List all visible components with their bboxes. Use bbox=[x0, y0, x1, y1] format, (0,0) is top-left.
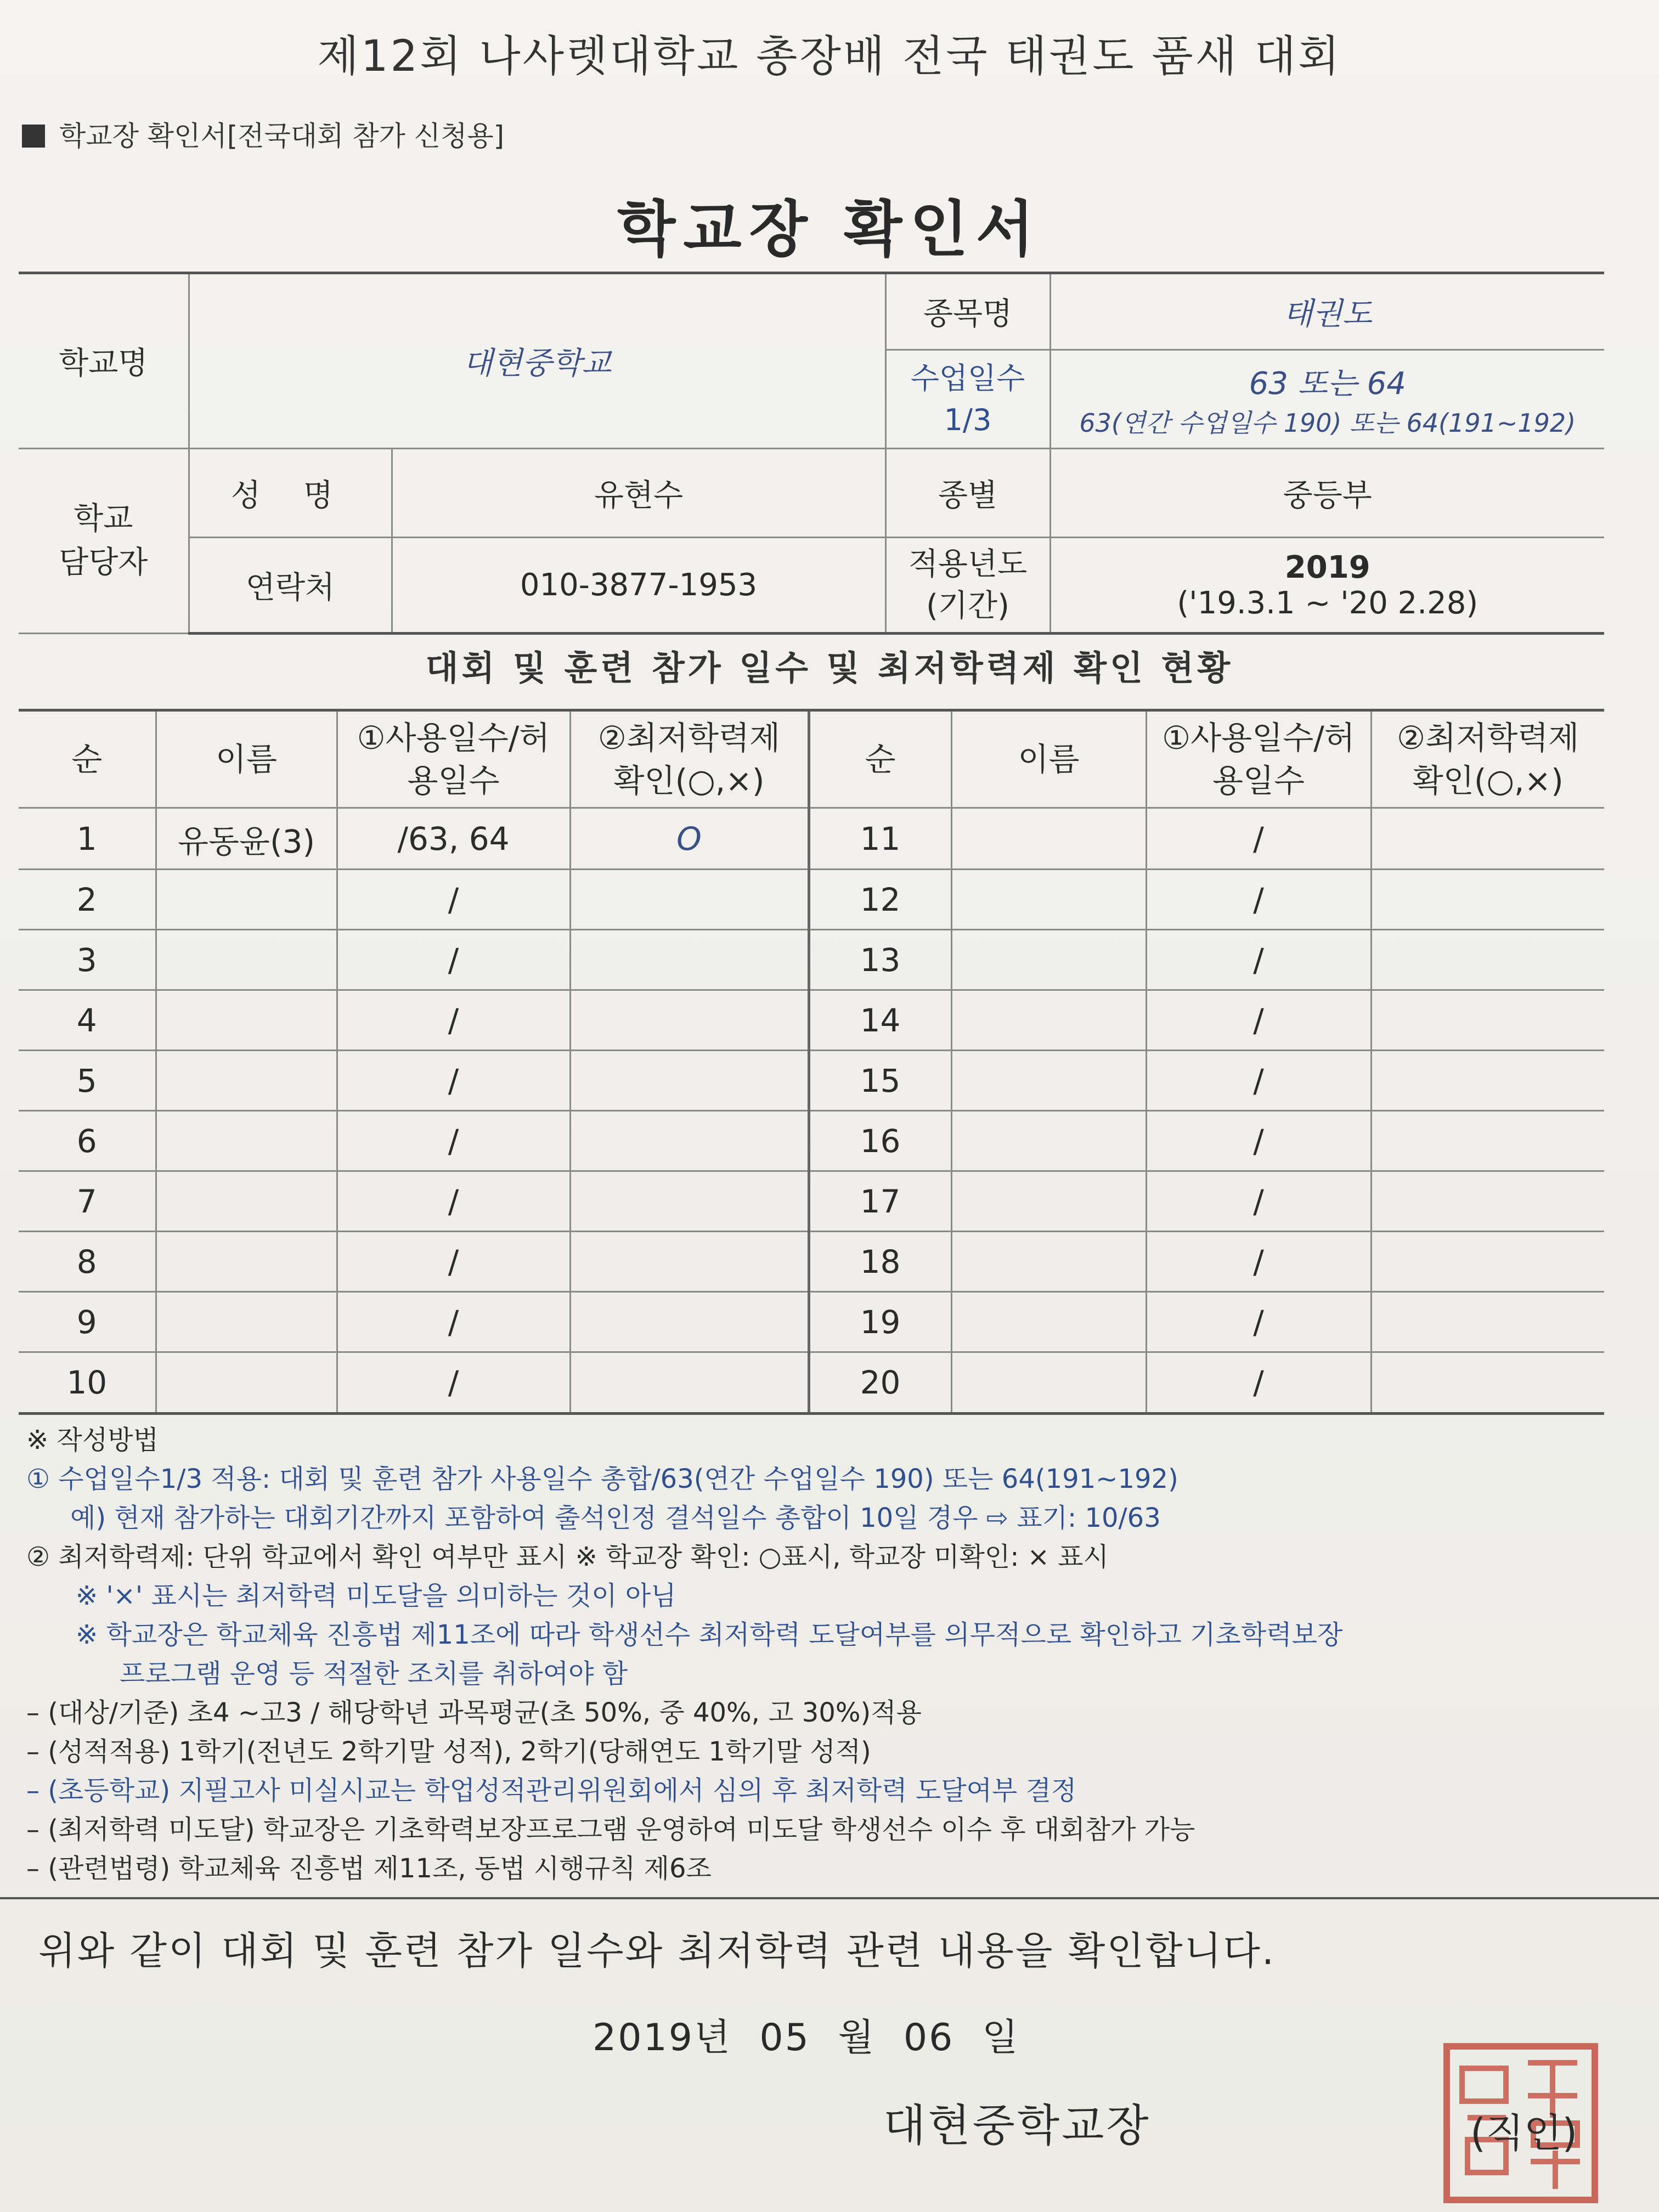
cell-no-right: 18 bbox=[809, 1232, 951, 1292]
cell-no-right: 20 bbox=[809, 1352, 951, 1414]
cell-check-left bbox=[570, 1111, 809, 1171]
cell-check-right bbox=[1371, 1111, 1604, 1171]
name-value: 유현수 bbox=[392, 449, 885, 538]
detail-3: – (초등학교) 지필고사 미실시교는 학업성적관리위원회에서 심의 후 최저학력 도달여부 결정 bbox=[26, 1775, 1077, 1806]
cell-days-right: / bbox=[1146, 1111, 1371, 1171]
school-info-table bbox=[19, 272, 1604, 635]
cell-check-left bbox=[570, 1051, 809, 1111]
cell-name-right bbox=[951, 930, 1146, 990]
cell-no-left: 9 bbox=[19, 1292, 156, 1352]
cell-check-right bbox=[1371, 1292, 1604, 1352]
cell-check-left bbox=[570, 990, 809, 1051]
event-title: 제12회 나사렛대학교 총장배 전국 태권도 품새 대회 bbox=[317, 32, 1342, 81]
year-value: 2019 bbox=[1284, 549, 1370, 585]
cell-check-right bbox=[1371, 1232, 1604, 1292]
cell-days-left: / bbox=[337, 930, 570, 990]
cell-no-left: 8 bbox=[19, 1232, 156, 1292]
category-label: 종별 bbox=[885, 449, 1050, 538]
table-row bbox=[19, 1111, 1604, 1171]
form-subtitle bbox=[22, 114, 504, 154]
detail-5: – (관련법령) 학교체육 진흥법 제11조, 동법 시행규칙 제6조 bbox=[26, 1853, 712, 1884]
date-month-unit: 월 bbox=[838, 2016, 876, 2059]
cell-check-right bbox=[1371, 1352, 1604, 1414]
cell-days-right: / bbox=[1146, 1171, 1371, 1232]
cell-check-right bbox=[1371, 808, 1604, 870]
header-no-right: 순 bbox=[809, 710, 951, 808]
cell-days-right: / bbox=[1146, 1292, 1371, 1352]
cell-no-left: 5 bbox=[19, 1051, 156, 1111]
days-cell bbox=[1050, 350, 1604, 449]
header-days-right: ①사용일수/허용일수 bbox=[1146, 710, 1371, 808]
date-day: 06 bbox=[903, 2016, 955, 2059]
cell-check-right bbox=[1371, 870, 1604, 930]
note-2-b: ※ 학교장은 학교체육 진흥법 제11조에 따라 학생선수 최저학력 도달여부를 의무적으로 확인하고 기초학력보장 bbox=[76, 1620, 1343, 1650]
header-check-right: ②최저학력제 확인(○,×) bbox=[1371, 710, 1604, 808]
header-name-right: 이름 bbox=[951, 710, 1146, 808]
section-title: 대회 및 훈련 참가 일수 및 최저학력제 확인 현황 bbox=[425, 648, 1234, 688]
cell-days-right: / bbox=[1146, 1352, 1371, 1414]
cell-name-left: 유동윤(3) bbox=[156, 808, 337, 870]
cell-no-left: 4 bbox=[19, 990, 156, 1051]
table-row bbox=[19, 1292, 1604, 1352]
cell-days-right: / bbox=[1146, 990, 1371, 1051]
date-month: 05 bbox=[759, 2016, 810, 2059]
table-row bbox=[19, 930, 1604, 990]
cell-days-right: / bbox=[1146, 1051, 1371, 1111]
cell-no-left: 1 bbox=[19, 808, 156, 870]
cell-no-right: 15 bbox=[809, 1051, 951, 1111]
cell-no-right: 12 bbox=[809, 870, 951, 930]
table-row bbox=[19, 990, 1604, 1051]
school-label: 학교명 bbox=[19, 273, 189, 449]
detail-1: – (대상/기준) 초4 ~고3 / 해당학년 과목평균(초 50%, 중 40%, 고 30%)적용 bbox=[26, 1697, 922, 1728]
header-check-left: ②최저학력제 확인(○,×) bbox=[570, 710, 809, 808]
cell-no-left: 2 bbox=[19, 870, 156, 930]
phone-label: 연락처 bbox=[189, 538, 392, 634]
school-value: 대현중학교 bbox=[189, 273, 885, 449]
cell-no-right: 16 bbox=[809, 1111, 951, 1171]
sport-label: 종목명 bbox=[885, 273, 1050, 350]
days-note: 63(연간 수업일수 190) 또는 64(191~192) bbox=[1079, 408, 1576, 438]
table-row bbox=[19, 1171, 1604, 1232]
cell-check-right bbox=[1371, 1051, 1604, 1111]
confirmation-statement: 위와 같이 대회 및 훈련 참가 일수와 최저학력 관련 내용을 확인합니다. bbox=[38, 1928, 1276, 1973]
cell-name-left bbox=[156, 1352, 337, 1414]
cell-name-right bbox=[951, 808, 1146, 870]
cell-days-left: / bbox=[337, 1051, 570, 1111]
note-2-b-cont: 프로그램 운영 등 적절한 조치를 취하여야 함 bbox=[120, 1658, 628, 1689]
cell-name-left bbox=[156, 1171, 337, 1232]
cell-days-right: / bbox=[1146, 1232, 1371, 1292]
cell-no-right: 19 bbox=[809, 1292, 951, 1352]
cell-no-left: 7 bbox=[19, 1171, 156, 1232]
note-1: ① 수업일수1/3 적용: 대회 및 훈련 참가 사용일수 총합/63(연간 수업일수 190) 또는 64(191~192) bbox=[26, 1464, 1178, 1494]
cell-name-right bbox=[951, 990, 1146, 1051]
cell-name-left bbox=[156, 1111, 337, 1171]
note-2-a: ※ '×' 표시는 최저학력 미도달을 의미하는 것이 아님 bbox=[76, 1581, 676, 1611]
header-no-left: 순 bbox=[19, 710, 156, 808]
days-value: 63 또는 64 bbox=[1249, 365, 1406, 402]
table-header-row bbox=[19, 710, 1604, 808]
category-value: 중등부 bbox=[1050, 449, 1604, 538]
header-name-left: 이름 bbox=[156, 710, 337, 808]
square-bullet-icon bbox=[22, 125, 45, 148]
cell-check-left bbox=[570, 1292, 809, 1352]
header-days-left: ①사용일수/허용일수 bbox=[337, 710, 570, 808]
period-value: ('19.3.1 ~ '20 2.28) bbox=[1177, 585, 1479, 621]
cell-check-left bbox=[570, 1352, 809, 1414]
cell-check-right bbox=[1371, 1171, 1604, 1232]
year-cell bbox=[1050, 538, 1604, 634]
cell-days-left: / bbox=[337, 990, 570, 1051]
name-label: 성 명 bbox=[189, 449, 392, 538]
cell-days-left: / bbox=[337, 1292, 570, 1352]
cell-check-right bbox=[1371, 930, 1604, 990]
cell-days-right: / bbox=[1146, 930, 1371, 990]
contact-group-label: 학교 담당자 bbox=[19, 449, 189, 634]
cell-days-right: / bbox=[1146, 808, 1371, 870]
cell-days-left: / bbox=[337, 870, 570, 930]
cell-name-left bbox=[156, 870, 337, 930]
cell-check-left bbox=[570, 870, 809, 930]
instructions bbox=[26, 1421, 1634, 1888]
date-year: 2019년 bbox=[592, 2016, 732, 2059]
table-row bbox=[19, 1051, 1604, 1111]
days-label: 수업일수1/3 bbox=[885, 350, 1050, 449]
cell-check-left bbox=[570, 1171, 809, 1232]
participants-table bbox=[19, 709, 1604, 1415]
document-title: 학교장 확인서 bbox=[617, 194, 1042, 264]
cell-days-left: / bbox=[337, 1171, 570, 1232]
cell-name-left bbox=[156, 1051, 337, 1111]
cell-no-left: 6 bbox=[19, 1111, 156, 1171]
cell-name-right bbox=[951, 1171, 1146, 1232]
cell-name-right bbox=[951, 1352, 1146, 1414]
table-row bbox=[19, 870, 1604, 930]
principal-title: 대현중학교장 bbox=[883, 2100, 1151, 2151]
cell-no-right: 17 bbox=[809, 1171, 951, 1232]
cell-check-left bbox=[570, 1232, 809, 1292]
cell-name-right bbox=[951, 1111, 1146, 1171]
sport-value: 태권도 bbox=[1050, 273, 1604, 350]
divider bbox=[0, 1897, 1659, 1899]
phone-value: 010-3877-1953 bbox=[392, 538, 885, 634]
cell-name-left bbox=[156, 990, 337, 1051]
cell-name-right bbox=[951, 870, 1146, 930]
cell-days-left: / bbox=[337, 1111, 570, 1171]
signature-date bbox=[592, 2008, 1034, 2061]
year-label: 적용년도 (기간) bbox=[885, 538, 1050, 634]
cell-no-left: 10 bbox=[19, 1352, 156, 1414]
cell-name-left bbox=[156, 930, 337, 990]
cell-name-right bbox=[951, 1232, 1146, 1292]
table-row bbox=[19, 1232, 1604, 1292]
cell-name-left bbox=[156, 1292, 337, 1352]
form-subtitle-text: 학교장 확인서[전국대회 참가 신청용] bbox=[59, 120, 505, 152]
cell-check-left bbox=[570, 930, 809, 990]
note-1-example: 예) 현재 참가하는 대회기간까지 포함하여 출석인정 결석일수 총합이 10일 경우 ⇨ 표기: 10/63 bbox=[70, 1503, 1161, 1533]
note-2: ② 최저학력제: 단위 학교에서 확인 여부만 표시 ※ 학교장 확인: ○표시, 학교장 미확인: × 표시 bbox=[26, 1542, 1109, 1572]
cell-days-right: / bbox=[1146, 870, 1371, 930]
cell-name-right bbox=[951, 1292, 1146, 1352]
instructions-heading: ※ 작성방법 bbox=[26, 1425, 159, 1455]
cell-days-left: / bbox=[337, 1232, 570, 1292]
cell-no-right: 11 bbox=[809, 808, 951, 870]
detail-2: – (성적적용) 1학기(전년도 2학기말 성적), 2학기(당해연도 1학기말 성적) bbox=[26, 1736, 871, 1767]
cell-name-left bbox=[156, 1232, 337, 1292]
table-row bbox=[19, 808, 1604, 870]
detail-4: – (최저학력 미도달) 학교장은 기초학력보장프로그램 운영하여 미도달 학생선수 이수 후 대회참가 가능 bbox=[26, 1814, 1195, 1845]
cell-no-left: 3 bbox=[19, 930, 156, 990]
cell-no-right: 13 bbox=[809, 930, 951, 990]
cell-days-left: /63, 64 bbox=[337, 808, 570, 870]
participants-rows bbox=[19, 808, 1604, 1414]
cell-check-right bbox=[1371, 990, 1604, 1051]
cell-check-left: O bbox=[570, 808, 809, 870]
cell-days-left: / bbox=[337, 1352, 570, 1414]
cell-name-right bbox=[951, 1051, 1146, 1111]
table-row bbox=[19, 1352, 1604, 1414]
date-day-unit: 일 bbox=[982, 2016, 1020, 2059]
cell-no-right: 14 bbox=[809, 990, 951, 1051]
seal-label: (직인) bbox=[1470, 2110, 1578, 2156]
